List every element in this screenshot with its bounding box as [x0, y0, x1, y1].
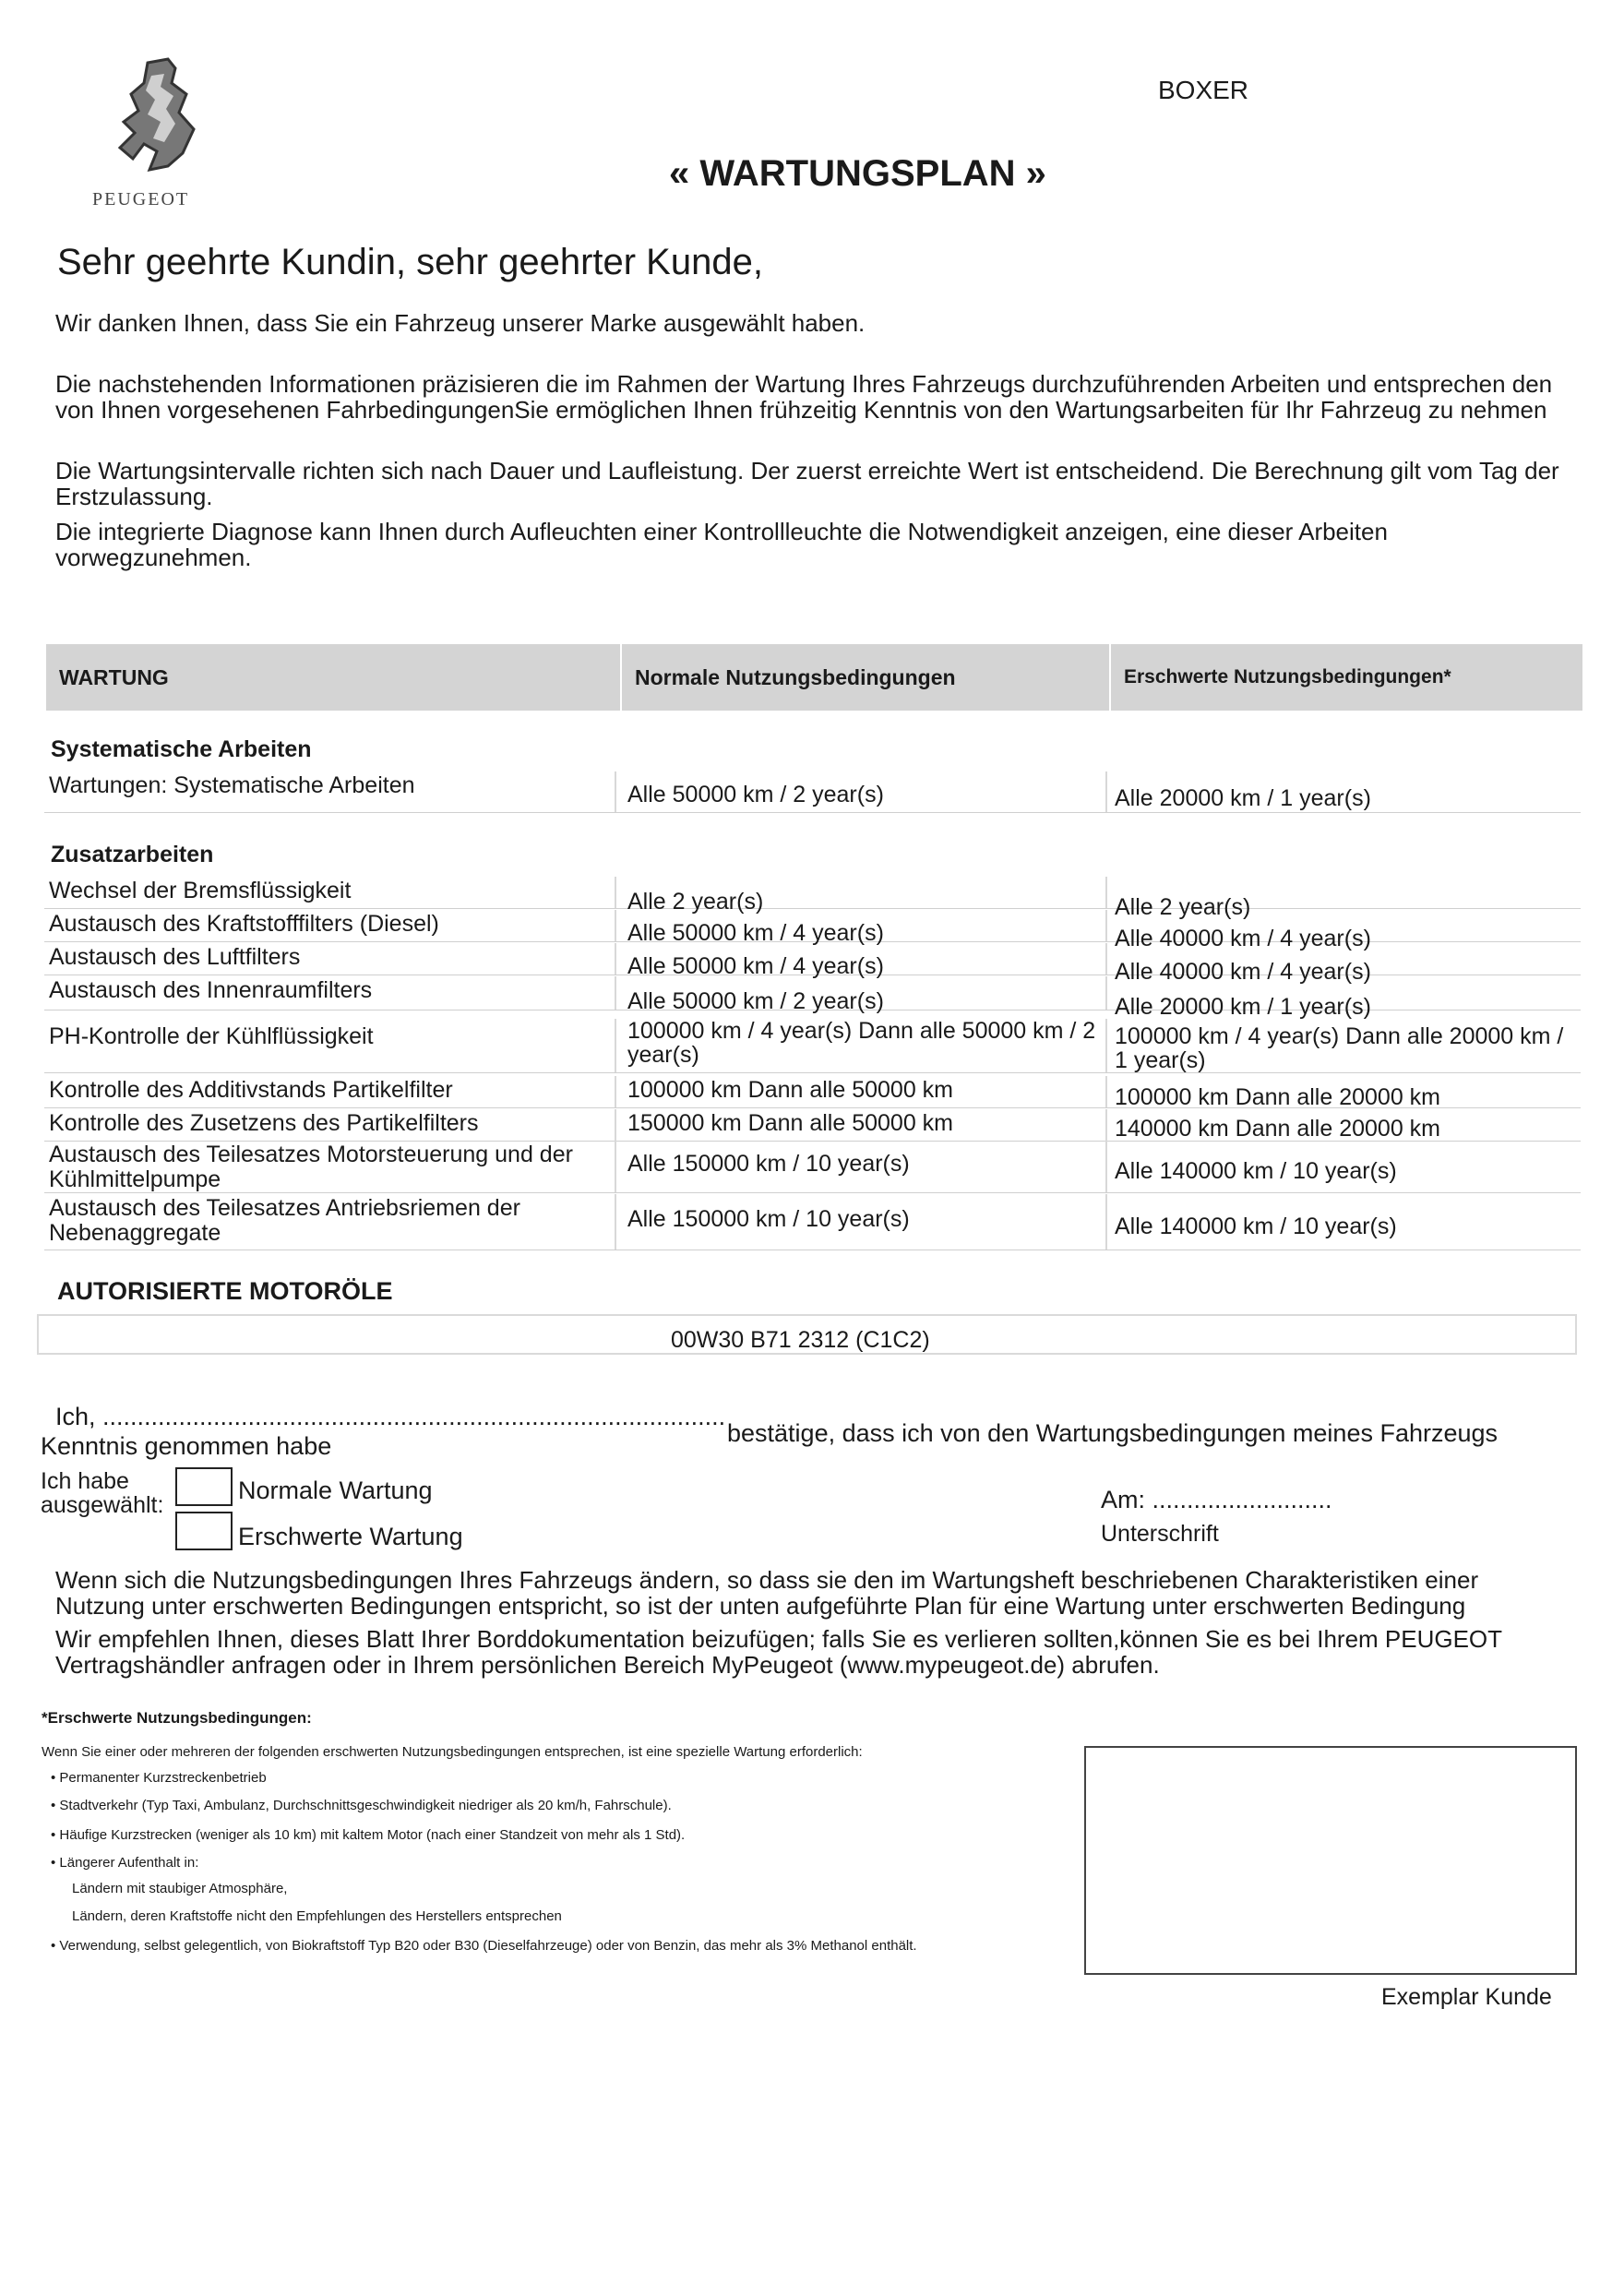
footnote-item: • Permanenter Kurzstreckenbetrieb — [51, 1770, 267, 1786]
cell-erschwert: Alle 40000 km / 4 year(s) — [1115, 926, 1371, 951]
section-systematic-title: Systematische Arbeiten — [51, 736, 312, 762]
cell-erschwert: Alle 2 year(s) — [1115, 894, 1251, 920]
footnote-intro: Wenn Sie einer oder mehreren der folgenden erschwerten Nutzungsbedingungen entsprechen, ist eine spezielle Wartung erforderlich: — [42, 1744, 863, 1760]
cell-normal: 100000 km / 4 year(s) Dann alle 50000 km / 2 year(s) — [627, 1018, 1096, 1068]
table-row — [44, 1109, 1581, 1142]
cell-erschwert: Alle 20000 km / 1 year(s) — [1115, 994, 1371, 1020]
table-row — [44, 1141, 1581, 1193]
date-field: Am: .......................... — [1101, 1486, 1332, 1513]
cell-erschwert: Alle 20000 km / 1 year(s) — [1115, 785, 1371, 811]
cell-task: Wartungen: Systematische Arbeiten — [49, 772, 415, 798]
oil-value: 00W30 B71 2312 (C1C2) — [671, 1327, 930, 1353]
cell-normal: Alle 2 year(s) — [627, 889, 764, 915]
table-row — [44, 910, 1581, 951]
cell-erschwert: Alle 40000 km / 4 year(s) — [1115, 959, 1371, 985]
cell-task: Austausch des Luftfilters — [49, 944, 301, 970]
lion-icon — [83, 55, 221, 185]
choice-label: Ich habe ausgewählt: — [41, 1468, 164, 1518]
brand-name: PEUGEOT — [92, 189, 190, 209]
cell-task: Austausch des Teilesatzes Antriebsriemen der Nebenaggregate — [49, 1195, 520, 1246]
footnote-item: • Längerer Aufenthalt in: — [51, 1855, 199, 1871]
normal-maintenance-label: Normale Wartung — [238, 1477, 433, 1504]
cell-normal: 150000 km Dann alle 50000 km — [627, 1110, 954, 1136]
normal-maintenance-checkbox[interactable] — [175, 1467, 233, 1506]
cell-normal: Alle 50000 km / 4 year(s) — [627, 953, 884, 979]
cell-task: Austausch des Teilesatzes Motorsteuerung und der Kühlmittelpumpe — [49, 1142, 573, 1192]
intro-paragraph-2: Die nachstehenden Informationen präzisieren die im Rahmen der Wartung Ihres Fahrzeugs durchzuführenden Arbeiten und entsprechen den von Ihnen vorgesehenen FahrbedingungenSie ermöglichen Ihnen frühzeitig Kenntnis von den Wartungsarbeiten für Ihr Fahrzeug zu nehmen — [55, 370, 1553, 424]
cell-normal: Alle 50000 km / 2 year(s) — [627, 782, 884, 807]
footnote-subitem: Ländern mit staubiger Atmosphäre, — [72, 1881, 288, 1896]
model-name: BOXER — [1158, 76, 1249, 104]
header-normal: Normale Nutzungsbedingungen — [620, 644, 1107, 711]
section-additional-title: Zusatzarbeiten — [51, 842, 214, 867]
intro-paragraph-1: Wir danken Ihnen, dass Sie ein Fahrzeug unserer Marke ausgewählt haben. — [55, 309, 866, 337]
intro-paragraph-4: Die integrierte Diagnose kann Ihnen durch Aufleuchten einer Kontrollleuchte die Notwendigkeit anzeigen, eine dieser Arbeiten vorwegzunehmen. — [55, 518, 1388, 571]
table-header — [46, 644, 1582, 711]
cell-erschwert: 100000 km Dann alle 20000 km — [1115, 1084, 1441, 1110]
confirm-text-2: Kenntnis genommen habe — [41, 1432, 332, 1460]
cell-task: Kontrolle des Additivstands Partikelfilter — [49, 1077, 453, 1103]
confirm-name-line: Ich, .......................................................................................... — [55, 1403, 726, 1430]
footnote-subitem: Ländern, deren Kraftstoffe nicht den Empfehlungen des Herstellers entsprechen — [72, 1908, 562, 1924]
cell-task: Kontrolle des Zusetzens des Partikelfilters — [49, 1110, 479, 1136]
cell-erschwert: 100000 km / 4 year(s) Dann alle 20000 km / 1 year(s) — [1115, 1023, 1564, 1073]
severe-maintenance-label: Erschwerte Wartung — [238, 1523, 463, 1550]
table-row — [44, 1076, 1581, 1108]
cell-task: Austausch des Kraftstofffilters (Diesel) — [49, 911, 439, 937]
cell-erschwert: 140000 km Dann alle 20000 km — [1115, 1116, 1441, 1142]
table-row — [44, 976, 1581, 1020]
cell-erschwert: Alle 140000 km / 10 year(s) — [1115, 1214, 1397, 1239]
oil-section-title: AUTORISIERTE MOTORÖLE — [57, 1277, 393, 1305]
cell-normal: Alle 50000 km / 4 year(s) — [627, 920, 884, 946]
table-row — [44, 943, 1581, 985]
signature-label: Unterschrift — [1101, 1521, 1219, 1547]
copy-label: Exemplar Kunde — [1381, 1984, 1552, 2010]
cell-normal: Alle 150000 km / 10 year(s) — [627, 1151, 910, 1177]
severe-maintenance-checkbox[interactable] — [175, 1512, 233, 1550]
footnote-item: • Stadtverkehr (Typ Taxi, Ambulanz, Durchschnittsgeschwindigkeit niedriger als 20 km/h, Fahrschule). — [51, 1798, 672, 1813]
cell-normal: Alle 50000 km / 2 year(s) — [627, 988, 884, 1014]
notes-paragraph-1: Wenn sich die Nutzungsbedingungen Ihres Fahrzeugs ändern, so dass sie den im Wartungsheft beschriebenen Charakteristiken einer Nutzung unter erschwerten Bedingungen entspricht, so ist der unten aufgeführte Plan für eine Wartung unter erschwerten Bedingung — [55, 1566, 1479, 1620]
cell-normal: 100000 km Dann alle 50000 km — [627, 1077, 954, 1103]
cell-task: Austausch des Innenraumfilters — [49, 977, 373, 1003]
cell-task: PH-Kontrolle der Kühlflüssigkeit — [49, 1023, 374, 1049]
intro-paragraph-3: Die Wartungsintervalle richten sich nach Dauer und Laufleistung. Der zuerst erreichte Wert ist entscheidend. Die Berechnung gilt vom Tag der Erstzulassung. — [55, 457, 1559, 510]
cell-normal: Alle 150000 km / 10 year(s) — [627, 1206, 910, 1232]
table-row — [44, 877, 1581, 920]
table-row — [44, 1019, 1581, 1073]
cell-task: Wechsel der Bremsflüssigkeit — [49, 878, 352, 903]
footnote-item: • Häufige Kurzstrecken (weniger als 10 km) mit kaltem Motor (nach einer Standzeit von mehr als 1 Std). — [51, 1827, 686, 1843]
dealer-stamp-box — [1084, 1746, 1577, 1975]
table-row — [44, 771, 1581, 813]
header-wartung: WARTUNG — [59, 664, 169, 689]
cell-erschwert: Alle 140000 km / 10 year(s) — [1115, 1158, 1397, 1184]
confirm-text: bestätige, dass ich von den Wartungsbedingungen meines Fahrzeugs — [727, 1419, 1499, 1447]
greeting: Sehr geehrte Kundin, sehr geehrter Kunde, — [57, 242, 763, 282]
footnote-item: • Verwendung, selbst gelegentlich, von Biokraftstoff Typ B20 oder B30 (Dieselfahrzeuge) oder von Benzin, das mehr als 3% Methanol enthält. — [51, 1938, 917, 1954]
table-row — [44, 1194, 1581, 1250]
header-erschwert: Erschwerte Nutzungsbedingungen* — [1109, 644, 1582, 711]
page-title: « WARTUNGSPLAN » — [669, 153, 1046, 194]
footnote-title: *Erschwerte Nutzungsbedingungen: — [42, 1709, 312, 1727]
notes-paragraph-2: Wir empfehlen Ihnen, dieses Blatt Ihrer Borddokumentation beizufügen; falls Sie es verlieren sollten,können Sie es bei Ihrem PEUGEOT Vertragshändler anfragen oder in Ihrem persönlichen Bereich MyPeugeot (www.mypeugeot.de) abrufen. — [55, 1625, 1502, 1679]
